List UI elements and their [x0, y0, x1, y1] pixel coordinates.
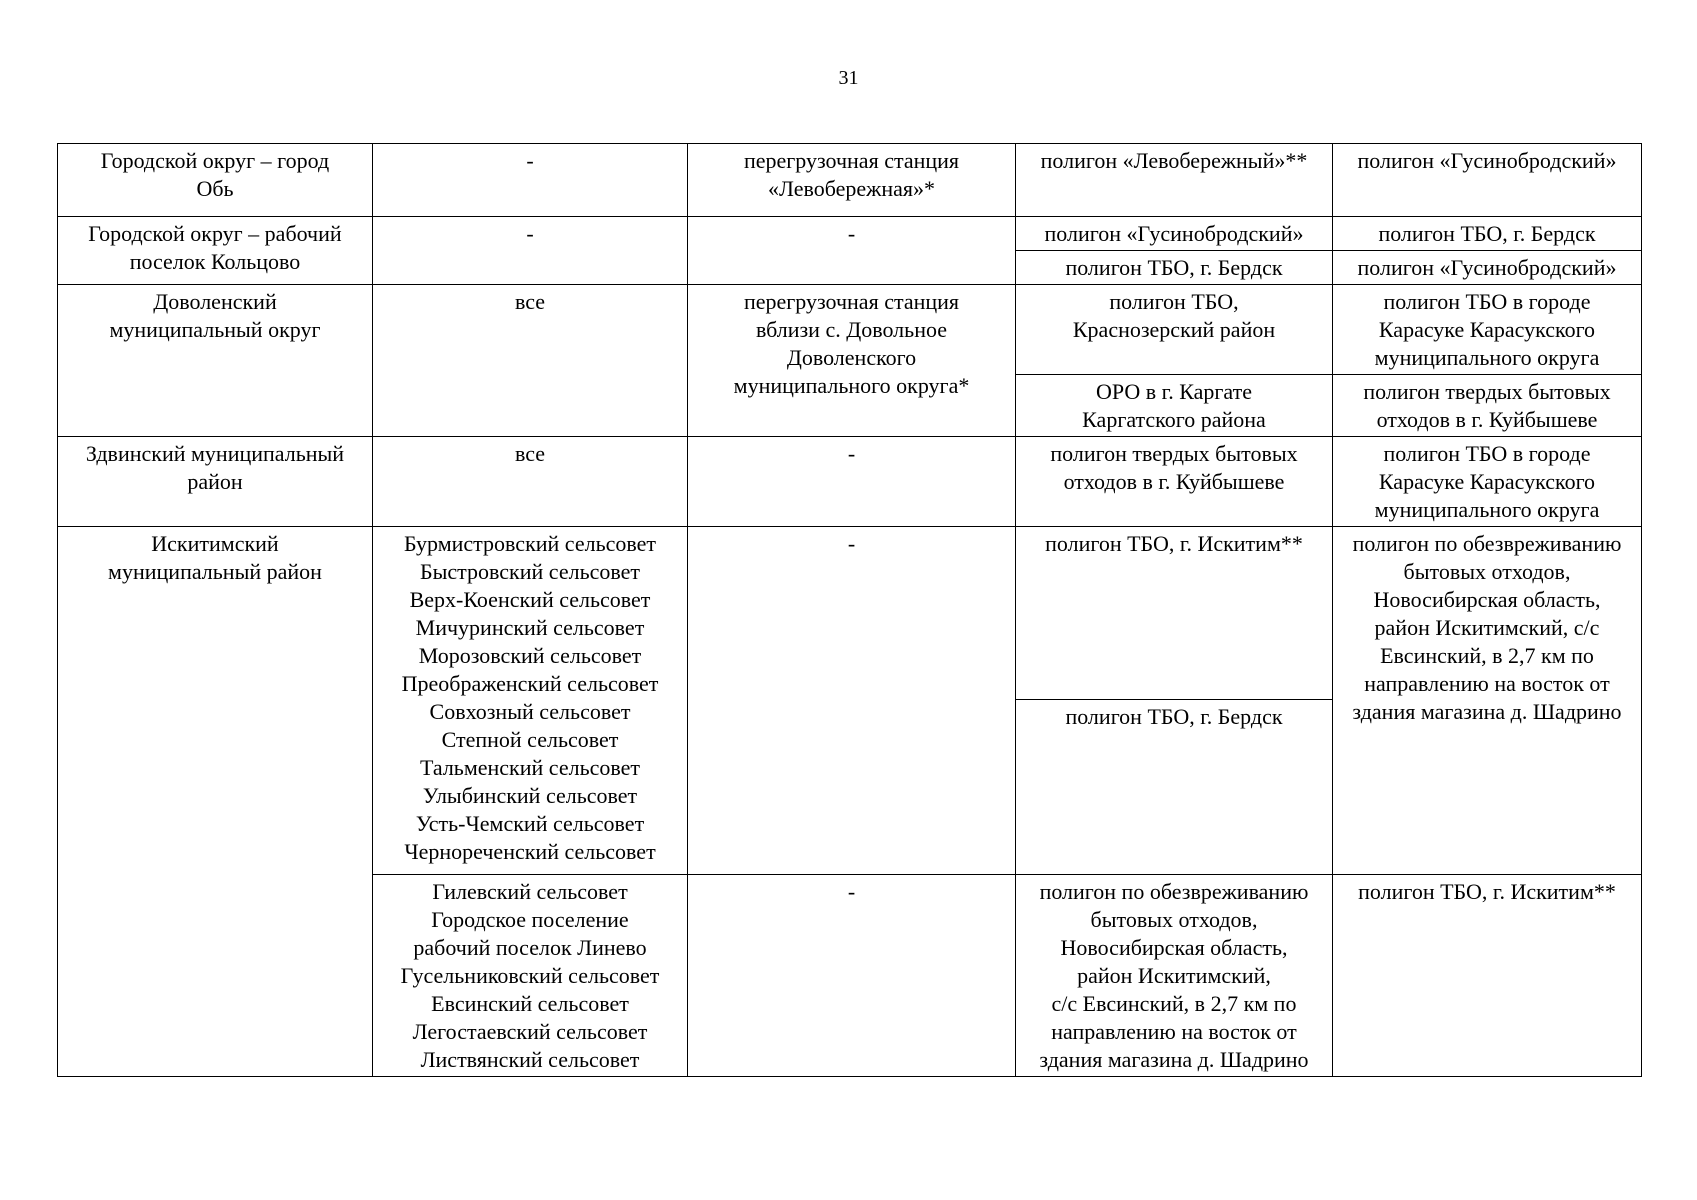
settlements-cell: Бурмистровский сельсовет Быстровский сельсовет Верх-Коенский сельсовет Мичуринский сельсовет Морозовский сельсовет Преображенский сельсовет Совхозный сельсовет Степной сельсовет Тальменский сельсовет Улыбинский сельсовет Усть-Чемский сельсовет Чернореченский сельсовет — [373, 527, 688, 875]
settlements-cell: все — [373, 437, 688, 527]
primary-facility-cell: полигон ТБО, г. Бердск — [1016, 251, 1333, 285]
transfer-station-cell: - — [688, 217, 1016, 285]
transfer-station-cell: перегрузочная станция вблизи с. Довольное Доволенского муниципального округа* — [688, 285, 1016, 437]
reserve-facility-cell: полигон по обезвреживанию бытовых отходов, Новосибирская область, район Искитимский, с/с Евсинский, в 2,7 км по направлению на восток от здания магазина д. Шадрино — [1333, 527, 1642, 875]
reserve-facility-cell: полигон твердых бытовых отходов в г. Куйбышеве — [1333, 375, 1642, 437]
reserve-facility-cell: полигон ТБО в городе Карасуке Карасукского муниципального округа — [1333, 437, 1642, 527]
waste-routing-table — [57, 143, 1642, 1077]
primary-facility-cell: полигон «Левобережный»** — [1016, 144, 1333, 217]
reserve-facility-cell: полигон ТБО, г. Бердск — [1333, 217, 1642, 251]
primary-facility-cell: полигон ТБО, г. Искитим** — [1016, 527, 1333, 700]
transfer-station-cell: - — [688, 527, 1016, 875]
settlements-cell: Гилевский сельсовет Городское поселение рабочий поселок Линево Гусельниковский сельсовет Евсинский сельсовет Легостаевский сельсовет Листвянский сельсовет — [373, 875, 688, 1077]
table-row — [58, 437, 1642, 527]
primary-facility-cell: полигон «Гусинобродский» — [1016, 217, 1333, 251]
primary-facility-cell: ОРО в г. Каргате Каргатского района — [1016, 375, 1333, 437]
table-row — [58, 144, 1642, 217]
reserve-facility-cell: полигон ТБО, г. Искитим** — [1333, 875, 1642, 1077]
transfer-station-cell: - — [688, 437, 1016, 527]
primary-facility-cell: полигон твердых бытовых отходов в г. Куйбышеве — [1016, 437, 1333, 527]
district-cell: Городской округ – город Обь — [58, 144, 373, 217]
primary-facility-cell: полигон по обезвреживанию бытовых отходов, Новосибирская область, район Искитимский, с/с Евсинский, в 2,7 км по направлению на восток от здания магазина д. Шадрино — [1016, 875, 1333, 1077]
district-cell: Доволенский муниципальный округ — [58, 285, 373, 437]
reserve-facility-cell: полигон «Гусинобродский» — [1333, 251, 1642, 285]
table-row — [58, 217, 1642, 251]
district-cell: Городской округ – рабочий поселок Кольцово — [58, 217, 373, 285]
primary-facility-cell: полигон ТБО, г. Бердск — [1016, 700, 1333, 875]
table-row — [58, 527, 1642, 700]
settlements-cell: - — [373, 144, 688, 217]
transfer-station-cell: - — [688, 875, 1016, 1077]
primary-facility-cell: полигон ТБО, Краснозерский район — [1016, 285, 1333, 375]
settlements-cell: все — [373, 285, 688, 437]
district-cell: Искитимский муниципальный район — [58, 527, 373, 1077]
settlements-cell: - — [373, 217, 688, 285]
page-number: 31 — [838, 67, 859, 89]
reserve-facility-cell: полигон ТБО в городе Карасуке Карасукского муниципального округа — [1333, 285, 1642, 375]
district-cell: Здвинский муниципальный район — [58, 437, 373, 527]
table-row — [58, 285, 1642, 375]
reserve-facility-cell: полигон «Гусинобродский» — [1333, 144, 1642, 217]
transfer-station-cell: перегрузочная станция «Левобережная»* — [688, 144, 1016, 217]
